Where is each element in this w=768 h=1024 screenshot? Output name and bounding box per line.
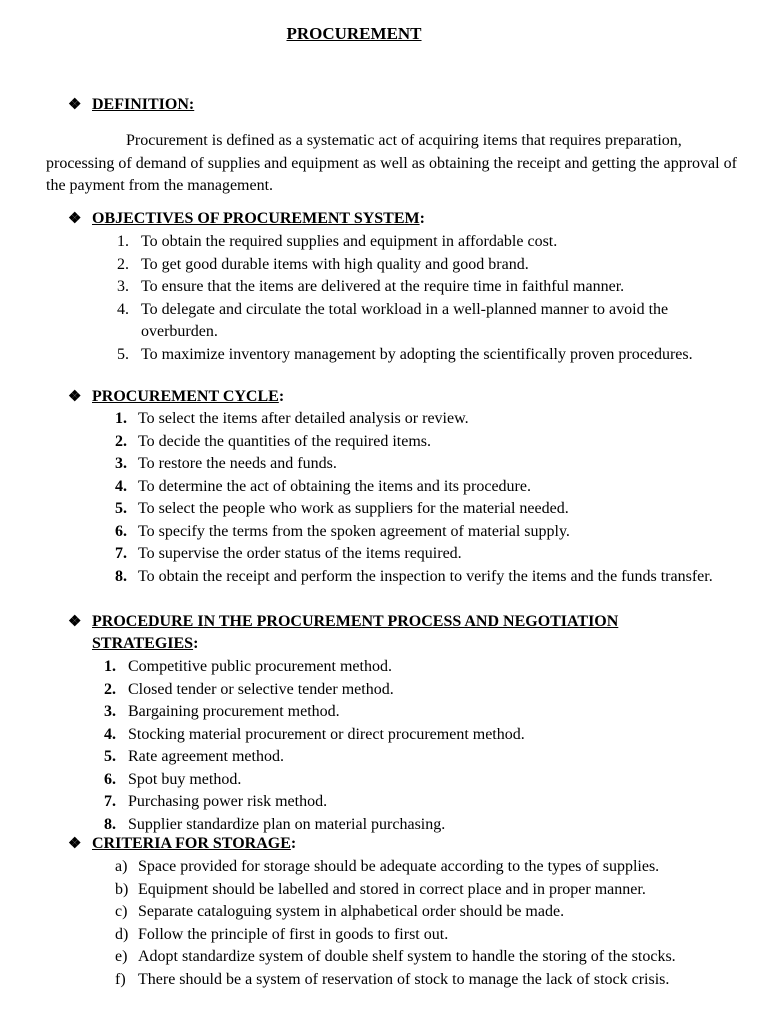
- section-heading-objectives: ❖ OBJECTIVES OF PROCUREMENT SYSTEM:: [68, 208, 425, 230]
- storage-item: [115, 924, 755, 947]
- list-item-number: 6.: [104, 770, 116, 788]
- procedure-item: [104, 701, 744, 724]
- list-item-number: 5.: [115, 500, 127, 517]
- procedure-list: [104, 656, 744, 836]
- cycle-item: [115, 476, 747, 499]
- list-item-number: 5.: [117, 345, 129, 363]
- list-item-number: 8.: [115, 567, 127, 585]
- list-item-number: e): [115, 948, 128, 965]
- procedure-item: [104, 656, 744, 679]
- diamond-bullet-icon: ❖: [68, 97, 82, 113]
- list-item-number: d): [115, 925, 129, 943]
- list-item-text: To select the people who work as suppliers for the material needed.: [138, 500, 569, 517]
- procedure-item: [104, 791, 744, 814]
- list-item-number: c): [115, 903, 128, 920]
- objective-item: [117, 254, 747, 277]
- list-item-text: Purchasing power risk method.: [128, 793, 328, 810]
- section-heading-definition: ❖ DEFINITION:: [68, 94, 194, 116]
- list-item-text: Competitive public procurement method.: [128, 658, 392, 675]
- list-item-text: Rate agreement method.: [128, 748, 284, 765]
- list-item-text: To get good durable items with high quality and good brand.: [141, 255, 529, 273]
- list-item-text: Bargaining procurement method.: [128, 703, 340, 720]
- cycle-item: [115, 431, 747, 454]
- section-heading-storage: ❖ CRITERIA FOR STORAGE:: [68, 833, 296, 855]
- list-item-text: To determine the act of obtaining the items and its procedure.: [138, 477, 531, 495]
- list-item-number: 1.: [115, 410, 127, 427]
- list-item-text: To select the items after detailed analysis or review.: [138, 410, 469, 427]
- list-item-text: To specify the terms from the spoken agreement of material supply.: [138, 522, 570, 540]
- list-item-text: Follow the principle of first in goods to first out.: [138, 925, 449, 943]
- objective-item: [117, 276, 747, 299]
- cycle-item: [115, 566, 747, 589]
- storage-item: [115, 969, 755, 992]
- list-item-number: 2.: [117, 255, 129, 273]
- list-item-text: To ensure that the items are delivered at the require time in faithful manner.: [141, 278, 625, 295]
- cycle-item: [115, 498, 747, 521]
- storage-item: [115, 946, 755, 969]
- procedure-item: [104, 724, 744, 747]
- procedure-item: [104, 769, 744, 792]
- list-item-number: 4.: [115, 477, 127, 495]
- list-item-number: 2.: [115, 432, 127, 450]
- cycle-list: [115, 408, 747, 588]
- list-item-number: a): [115, 858, 128, 875]
- list-item-number: b): [115, 880, 129, 898]
- list-item-number: 5.: [104, 748, 116, 765]
- cycle-item: [115, 543, 747, 566]
- list-item-number: 1.: [104, 658, 116, 675]
- diamond-bullet-icon: ❖: [68, 389, 82, 405]
- objective-item: [117, 299, 747, 344]
- list-item-text: To obtain the required supplies and equipment in affordable cost.: [141, 233, 558, 250]
- list-item-text: To obtain the receipt and perform the inspection to verify the items and the funds transfer.: [138, 567, 713, 585]
- procedure-item: [104, 746, 744, 769]
- definition-paragraph: Procurement is defined as a systematic act of acquiring items that requires preparation, processing of demand of supplies and equipment as well as obtaining the receipt and getting the approval of the payment from the management.: [46, 132, 737, 194]
- cycle-item: [115, 408, 747, 431]
- storage-list: [115, 856, 755, 991]
- list-item-text: There should be a system of reservation of stock to manage the lack of stock crisis.: [138, 970, 670, 988]
- procedure-item: [104, 679, 744, 702]
- objective-item: [117, 344, 747, 367]
- list-item-text: Stocking material procurement or direct procurement method.: [128, 725, 525, 743]
- list-item-number: 6.: [115, 522, 127, 540]
- section-heading-cycle: ❖ PROCUREMENT CYCLE:: [68, 386, 284, 408]
- list-item-number: 1.: [117, 233, 129, 250]
- document-title: PROCUREMENT: [286, 24, 422, 43]
- list-item-number: 3.: [104, 703, 116, 720]
- list-item-number: 4.: [104, 725, 116, 743]
- list-item-number: 3.: [115, 455, 127, 472]
- storage-item: [115, 879, 755, 902]
- list-item-number: 8.: [104, 815, 116, 833]
- cycle-item: [115, 521, 747, 544]
- list-item-text: Separate cataloguing system in alphabetical order should be made.: [138, 903, 565, 920]
- list-item-text: To restore the needs and funds.: [138, 455, 337, 472]
- list-item-number: 3.: [117, 278, 129, 295]
- list-item-text: To maximize inventory management by adopting the scientifically proven procedures.: [141, 345, 693, 363]
- list-item-text: Space provided for storage should be adequate according to the types of supplies.: [138, 858, 660, 875]
- list-item-text: Equipment should be labelled and stored in correct place and in proper manner.: [138, 880, 646, 898]
- list-item-number: 7.: [104, 793, 116, 810]
- objectives-list: [117, 231, 747, 366]
- list-item-text: Spot buy method.: [128, 770, 242, 788]
- storage-item: [115, 856, 755, 879]
- list-item-text: To supervise the order status of the items required.: [138, 545, 462, 562]
- objective-item: [117, 231, 747, 254]
- diamond-bullet-icon: ❖: [68, 614, 82, 630]
- list-item-number: 4.: [117, 300, 129, 318]
- list-item-text: Adopt standardize system of double shelf system to handle the storing of the stocks.: [138, 948, 676, 965]
- diamond-bullet-icon: ❖: [68, 211, 82, 227]
- section-heading-procedure: ❖ PROCEDURE IN THE PROCUREMENT PROCESS AND NEGOTIATION STRATEGIES:: [68, 613, 619, 652]
- diamond-bullet-icon: ❖: [68, 836, 82, 852]
- cycle-item: [115, 453, 747, 476]
- storage-item: [115, 901, 755, 924]
- list-item-text: To decide the quantities of the required items.: [138, 432, 432, 450]
- list-item-number: 2.: [104, 680, 116, 698]
- list-item-text: Supplier standardize plan on material purchasing.: [128, 815, 446, 833]
- list-item-number: f): [115, 970, 126, 988]
- list-item-text: To delegate and circulate the total workload in a well-planned manner to avoid the overburden.: [141, 300, 669, 340]
- list-item-number: 7.: [115, 545, 127, 562]
- list-item-text: Closed tender or selective tender method.: [128, 680, 394, 698]
